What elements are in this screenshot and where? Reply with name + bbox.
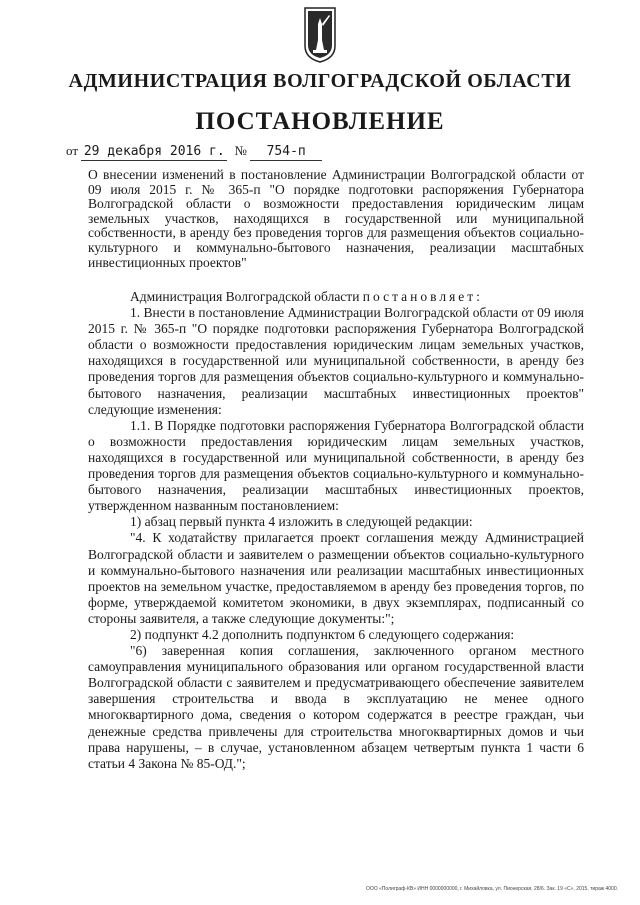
print-footer: ООО «Полиграф-КВ» ИНН 0000000000, г. Михайловка, ул. Пионерская, 28/6. Зак. 19 «С», 2015, тираж 4000.	[365, 886, 618, 892]
decree-intro	[88, 289, 584, 305]
subparagraph-1: 1) абзац первый пункта 4 изложить в следующей редакции:	[130, 514, 473, 530]
document-type-title: ПОСТАНОВЛЕНИЕ	[195, 108, 445, 135]
intro-text: Администрация Волгоградской области	[130, 289, 360, 304]
date-number-line	[66, 143, 322, 161]
document-date: 29 декабря 2016 г.	[81, 144, 227, 161]
quoted-subpoint-6: "6) заверенная копия соглашения, заключенного органом местного самоуправления муниципального образования или органом государственной власти Волгоградской области с заявителем и предусматривающего обеспечение заявителем завершения строительства и ввода в эксплуатацию не менее одного многоквартирного дома, сведения о котором содержатся в реестре граждан, чьи денежные средства привлечены для строительства многоквартирных домов и чьи права нарушены, – в случае, установленном абзацем четвертым пункта 1 части 6 статьи 4 Закона № 85-ОД.";	[88, 643, 584, 771]
from-label: от	[66, 143, 79, 158]
quoted-paragraph-4: "4. К ходатайству прилагается проект соглашения между Администрацией Волгоградской области и заявителем о размещении объектов социально-культурного и коммунально-бытового назначения или реализации масштабных инвестиционных проектов на земельном участке, предоставляемом в аренду без проведения торгов, по форме, утверждаемой комитетом экономики, в двух экземплярах, подписанный со стороны заявителя, а также следующие документы:";	[88, 530, 584, 626]
subparagraph-2: 2) подпункт 4.2 дополнить подпунктом 6 следующего содержания:	[130, 626, 515, 642]
number-label: №	[234, 143, 247, 158]
paragraph-1-1: 1.1. В Порядке подготовки распоряжения Губернатора Волгоградской области о возможности предоставления юридическим лицам земельных участков, находящихся в государственной или муниципальной собственности, в аренду без проведения торгов для размещения объектов социально-культурного и коммунально-бытового назначения, реализации масштабных инвестиционных проектов, утвержденном названным постановлением:	[88, 417, 584, 514]
organization-title: АДМИНИСТРАЦИЯ ВОЛГОГРАДСКОЙ ОБЛАСТИ	[68, 70, 572, 92]
document-number: 754-п	[250, 144, 322, 161]
volgograd-emblem-icon	[303, 6, 337, 64]
paragraph-1: 1. Внести в постановление Администрации Волгоградской области от 09 июля 2015 г. № 365-п "О порядке подготовки распоряжения Губернатора Волгоградской области о возможности предоставления юридическим лицам земельных участков, находящихся в государственной или муниципальной собственности, в аренду без проведения торгов для размещения объектов социально-культурного и коммунально-бытового назначения, реализации масштабных инвестиционных проектов" следующие изменения:	[88, 305, 584, 417]
document-body	[88, 289, 584, 772]
document-subject: О внесении изменений в постановление Администрации Волгоградской области от 09 июля 2015 г. № 365-п "О порядке подготовки распоряжения Губернатора Волгоградской области о возможности предоставления юридическим лицам земельных участков, находящихся в государственной или муниципальной собственности, в аренду без проведения торгов для размещения объектов социально-культурного и коммунально-бытового назначения, реализации масштабных инвестиционных проектов"	[88, 167, 584, 270]
decree-word: постановляет:	[362, 289, 483, 304]
